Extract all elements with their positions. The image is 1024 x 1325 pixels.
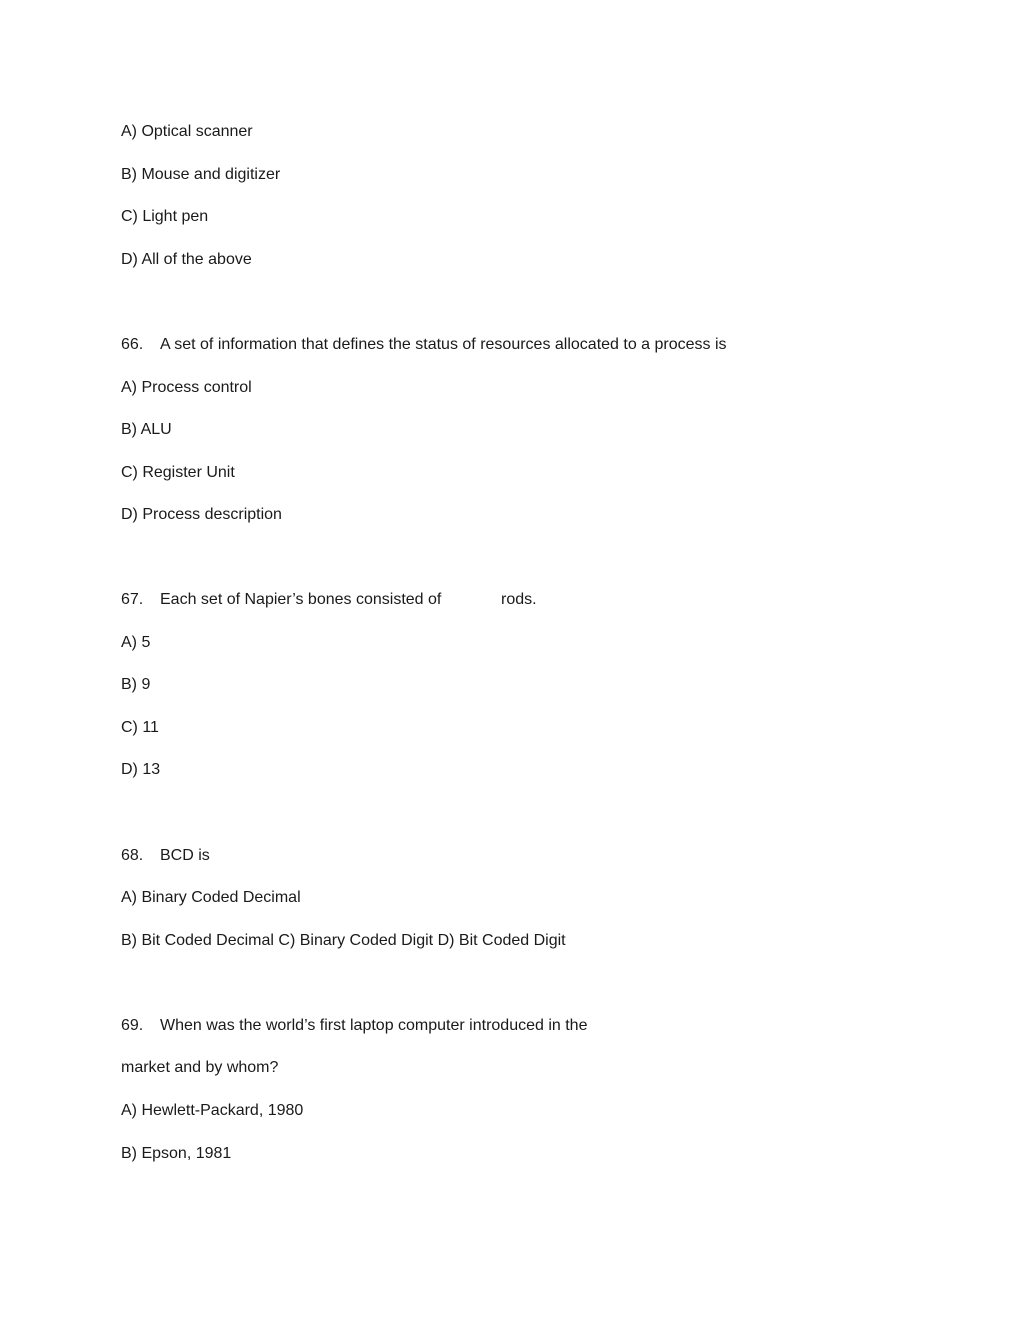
q66-option-d: D) Process description [121, 506, 282, 523]
q66-number: 66. [121, 336, 144, 353]
q69-question-line1 [121, 1016, 587, 1036]
q68-text: BCD is [160, 847, 210, 864]
q67-text-after-blank: rods. [501, 591, 537, 608]
q69-number: 69. [121, 1017, 144, 1034]
q67-option-a: A) 5 [121, 634, 151, 651]
q67-option-d: D) 13 [121, 761, 161, 778]
q69-text-line1: When was the world’s first laptop computer introduced in the [160, 1017, 588, 1034]
q66-question [121, 335, 727, 355]
q67-option-b: B) 9 [121, 676, 151, 693]
q65-option-d: D) All of the above [121, 251, 252, 268]
q67-option-c: C) 11 [121, 719, 159, 736]
q66-option-c: C) Register Unit [121, 464, 235, 481]
q69-option-b: B) Epson, 1981 [121, 1145, 232, 1162]
q69-question-line2: market and by whom? [121, 1059, 279, 1076]
q68-question [121, 846, 210, 866]
q67-number: 67. [121, 591, 144, 608]
q67-text-before-blank: Each set of Napier’s bones consisted of [160, 591, 442, 608]
q66-text: A set of information that defines the status of resources allocated to a process is [160, 336, 727, 353]
q68-number: 68. [121, 847, 144, 864]
q65-option-b: B) Mouse and digitizer [121, 166, 281, 183]
q68-options-bcd: B) Bit Coded Decimal C) Binary Coded Digit D) Bit Coded Digit [121, 932, 566, 949]
q66-option-b: B) ALU [121, 421, 172, 438]
q65-option-a: A) Optical scanner [121, 123, 253, 140]
q69-option-a: A) Hewlett-Packard, 1980 [121, 1102, 304, 1119]
q67-question [121, 590, 441, 610]
q65-option-c: C) Light pen [121, 208, 209, 225]
q66-option-a: A) Process control [121, 379, 252, 396]
q68-option-a: A) Binary Coded Decimal [121, 889, 301, 906]
